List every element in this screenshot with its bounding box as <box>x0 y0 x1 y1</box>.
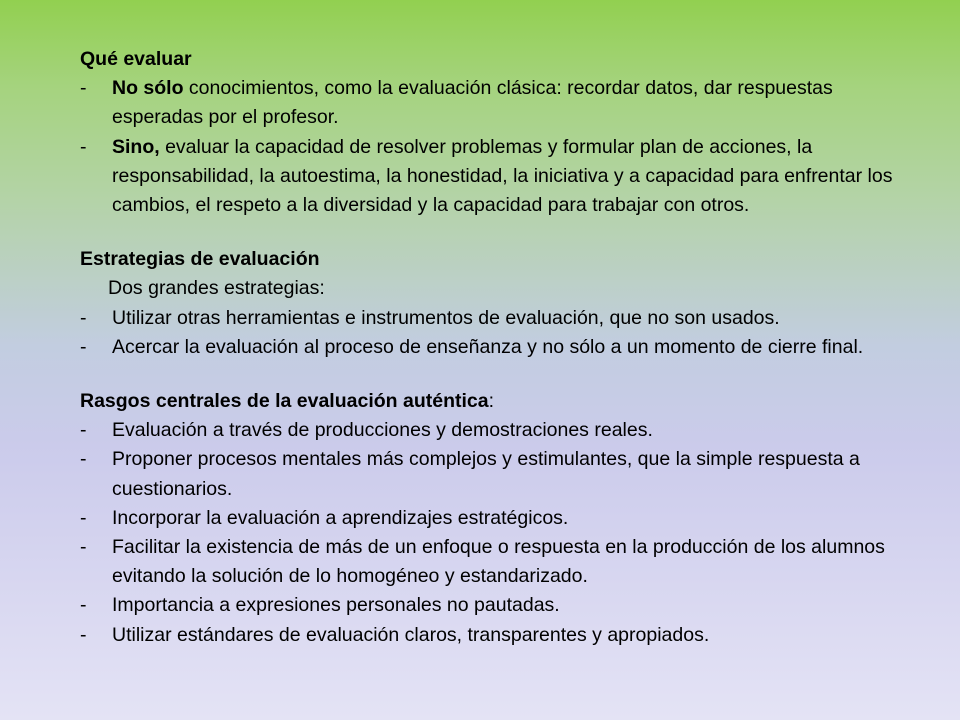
heading-text: Rasgos centrales de la evaluación auténtica <box>80 390 489 413</box>
list-item-bold: No sólo <box>112 77 184 100</box>
bullet-dash: - <box>80 335 87 358</box>
list-item-text: Acercar la evaluación al proceso de enseñanza y no sólo a un momento de cierre final. <box>112 335 864 358</box>
list-item <box>80 533 910 591</box>
section-intro: Dos grandes estrategias: <box>108 277 325 300</box>
list-item-text: Utilizar estándares de evaluación claros, transparentes y apropiados. <box>112 623 710 646</box>
list-item-text <box>112 133 910 221</box>
list-item <box>80 133 910 221</box>
bullet-dash: - <box>80 536 87 559</box>
bullet-dash: - <box>80 594 87 617</box>
list-item-text: Importancia a expresiones personales no pautadas. <box>112 594 560 617</box>
list-item <box>80 591 910 620</box>
bullet-dash: - <box>80 448 87 471</box>
list-item-text: Incorporar la evaluación a aprendizajes estratégicos. <box>112 506 569 529</box>
list-item-text: Evaluación a través de producciones y demostraciones reales. <box>112 419 653 442</box>
bullet-dash: - <box>80 135 87 158</box>
list-item-text: Facilitar la existencia de más de un enfoque o respuesta en la producción de los alumnos evitando la solución de lo homogéneo y estandarizado. <box>112 536 885 588</box>
heading-suffix: : <box>488 390 495 413</box>
spacer <box>80 362 910 387</box>
list-item-bold: Sino, <box>112 135 160 158</box>
list-item-rest: evaluar la capacidad de resolver problemas y formular plan de acciones, la responsabilidad, la autoestima, la honestidad, la iniciativa y a capacidad para enfrentar los cambios, el respeto a la diversidad y la capacidad para trabajar con otros. <box>112 135 893 217</box>
spacer <box>80 220 910 245</box>
list-item <box>80 74 910 132</box>
list-item <box>80 504 910 533</box>
bullet-dash: - <box>80 419 87 442</box>
bullet-dash: - <box>80 306 87 329</box>
list-item <box>80 416 910 445</box>
list-item-text: Utilizar otras herramientas e instrumentos de evaluación, que no son usados. <box>112 306 780 329</box>
bullet-dash: - <box>80 506 87 529</box>
list-item-text <box>112 74 910 132</box>
section-heading-que-evaluar: Qué evaluar <box>80 48 192 70</box>
slide-body <box>80 45 910 650</box>
section-heading-estrategias: Estrategias de evaluación <box>80 248 320 271</box>
list-item-rest: conocimientos, como la evaluación clásica: recordar datos, dar respuestas esperadas por el profesor. <box>112 77 833 129</box>
list-item <box>80 621 910 650</box>
bullet-dash: - <box>80 623 87 646</box>
section-heading-rasgos <box>80 387 910 416</box>
list-item <box>80 445 910 503</box>
list-item <box>80 304 910 333</box>
list-item-text: Proponer procesos mentales más complejos y estimulantes, que la simple respuesta a cuestionarios. <box>112 448 860 500</box>
list-item <box>80 333 910 362</box>
bullet-dash: - <box>80 77 87 100</box>
